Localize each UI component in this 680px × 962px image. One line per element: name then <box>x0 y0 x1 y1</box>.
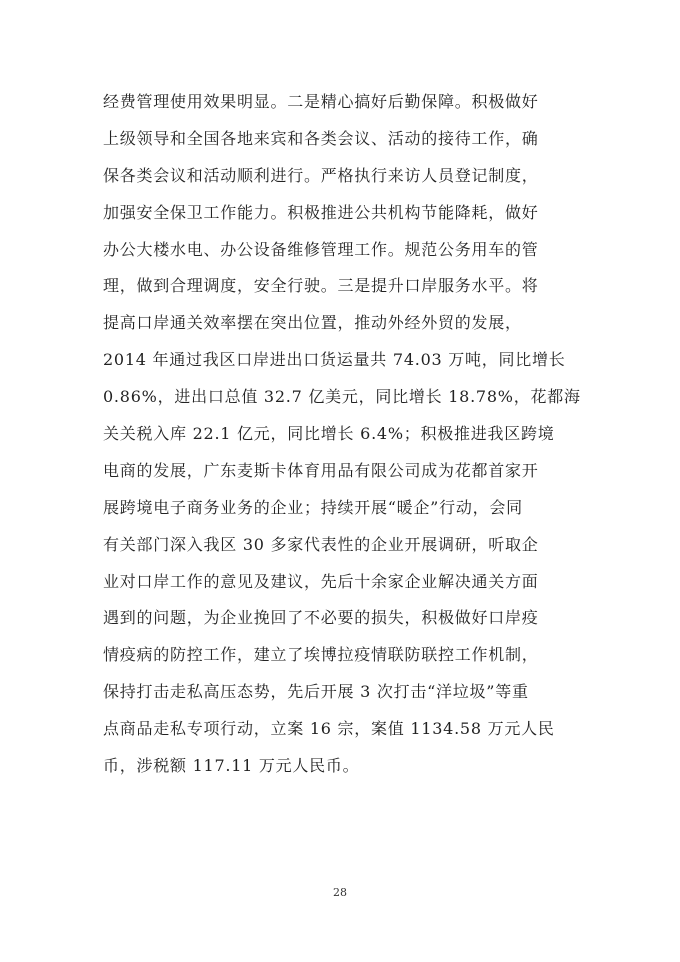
text-line: 情疫病的防控工作，建立了埃博拉疫情联防联控工作机制， <box>103 645 539 665</box>
text-line: 保各类会议和活动顺利进行。严格执行来访人员登记制度， <box>103 165 539 185</box>
text-line: 办公大楼水电、办公设备维修管理工作。规范公务用车的管 <box>103 239 539 259</box>
text-line: 经费管理使用效果明显。二是精心搞好后勤保障。积极做好 <box>103 92 539 111</box>
text-line: 0.86%，进出口总值 32.7 亿美元，同比增长 18.78%，花都海 <box>103 387 581 407</box>
text-line: 遇到的问题，为企业挽回了不必要的损失，积极做好口岸疫 <box>103 608 539 628</box>
text-line: 有关部门深入我区 30 多家代表性的企业开展调研，听取企 <box>103 534 539 554</box>
text-line: 2014 年通过我区口岸进出口货运量共 74.03 万吨，同比增长 <box>103 350 566 370</box>
text-line: 上级领导和全国各地来宾和各类会议、活动的接待工作，确 <box>103 128 539 148</box>
page-number: 28 <box>333 886 347 899</box>
body-paragraph <box>103 84 583 785</box>
text-line: 提高口岸通关效率摆在突出位置，推动外经外贸的发展， <box>103 313 522 333</box>
text-line: 展跨境电子商务业务的企业；持续开展“暖企”行动，会同 <box>103 497 523 517</box>
text-line: 币，涉税额 117.11 万元人民币。 <box>103 756 360 776</box>
text-line: 保持打击走私高压态势，先后开展 3 次打击“洋垃圾”等重 <box>103 682 529 702</box>
text-line: 加强安全保卫工作能力。积极推进公共机构节能降耗，做好 <box>103 202 539 222</box>
text-line: 业对口岸工作的意见及建议，先后十余家企业解决通关方面 <box>103 571 539 591</box>
text-line: 点商品走私专项行动，立案 16 宗，案值 1134.58 万元人民 <box>103 719 555 739</box>
text-line: 理，做到合理调度，安全行驶。三是提升口岸服务水平。将 <box>103 276 539 296</box>
text-line: 关关税入库 22.1 亿元，同比增长 6.4%；积极推进我区跨境 <box>103 424 555 444</box>
text-line: 电商的发展，广东麦斯卡体育用品有限公司成为花都首家开 <box>103 460 539 480</box>
